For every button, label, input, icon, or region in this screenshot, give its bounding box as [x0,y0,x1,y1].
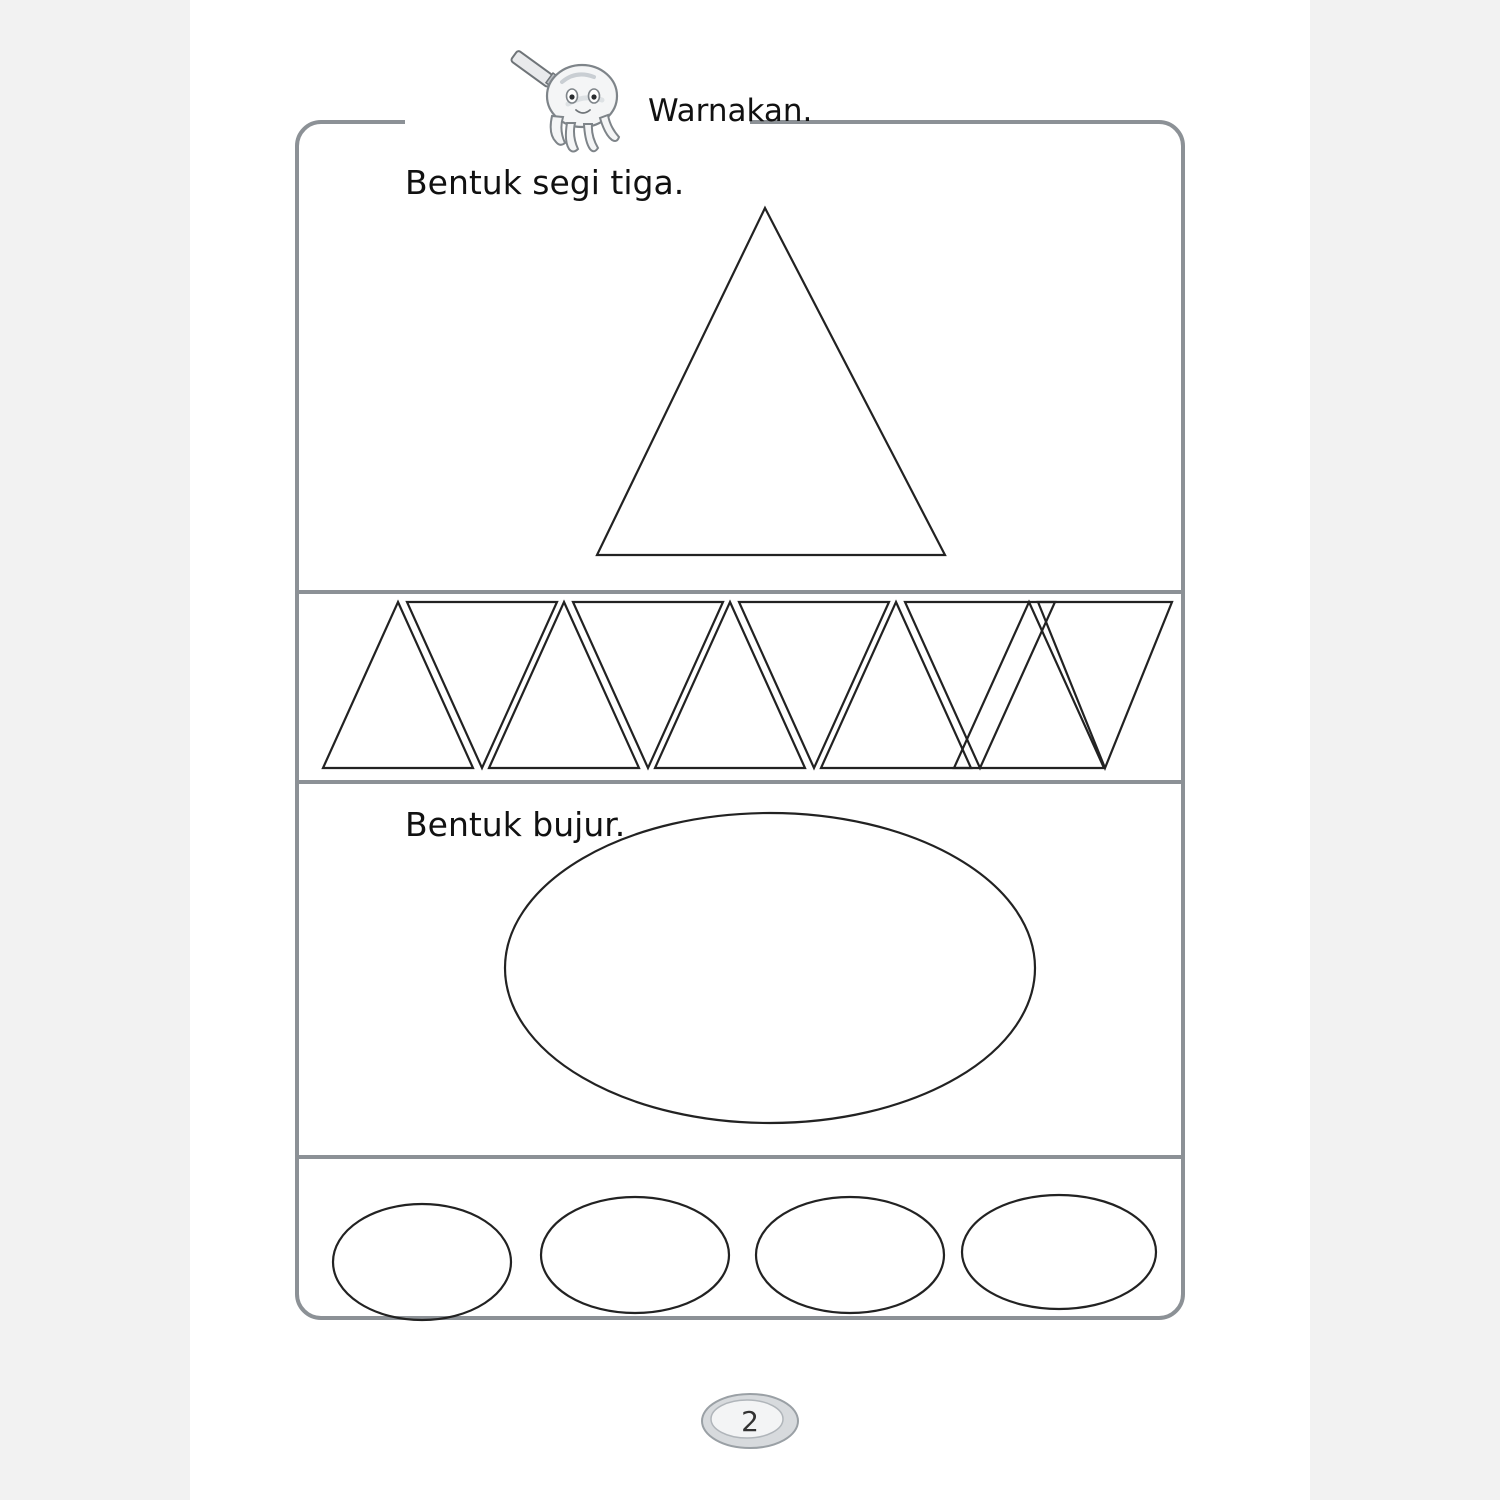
caption-oval: Bentuk bujur. [405,805,626,844]
worksheet-page [190,0,1310,1500]
worksheet-header [500,40,920,150]
octopus-holding-paintbrush-icon [510,44,645,174]
worksheet-frame [295,120,1185,1320]
page-number-badge [700,1390,800,1452]
section-divider-3 [295,1155,1185,1159]
page-number-label: 2 [741,1404,759,1438]
section-divider-1 [295,590,1185,594]
instruction-label: Warnakan. [648,93,813,129]
section-divider-2 [295,780,1185,784]
caption-triangle: Bentuk segi tiga. [405,163,685,202]
